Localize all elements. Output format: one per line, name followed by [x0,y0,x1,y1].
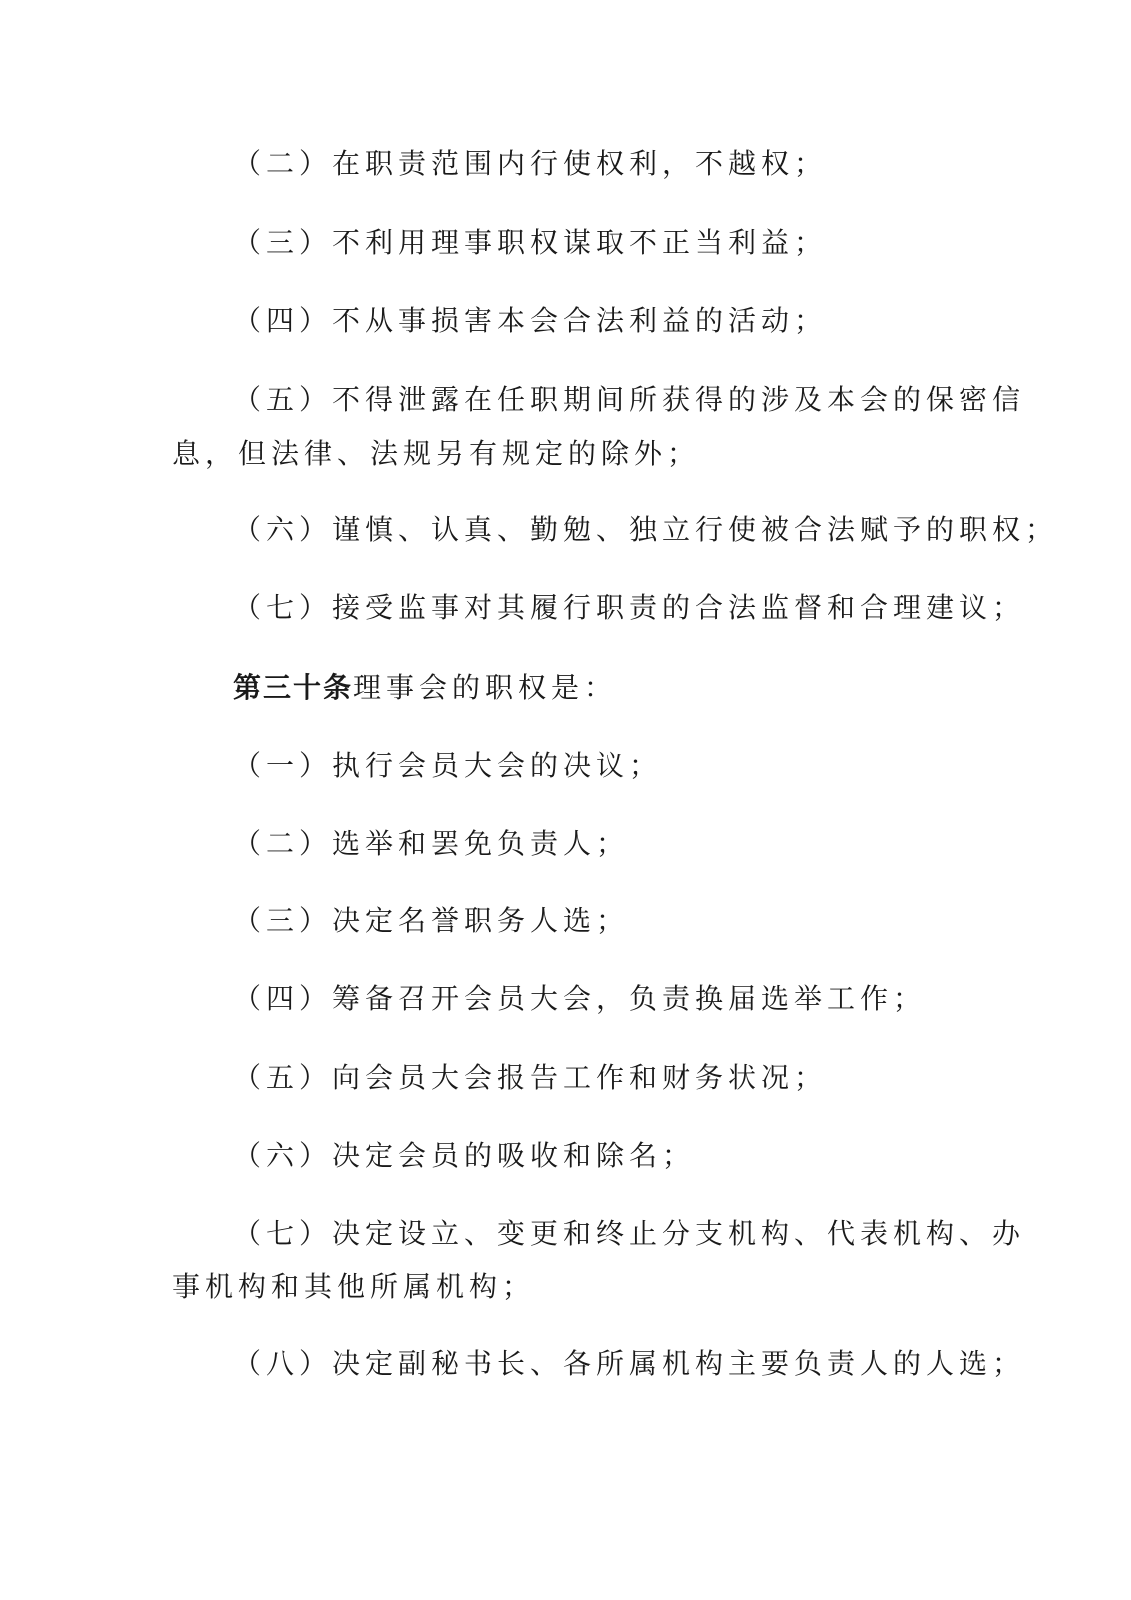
paragraph-duty-3: （三）不利用理事职权谋取不正当利益； [233,226,828,259]
article-text: 理事会的职权是： [353,671,618,704]
power-7-line1: （七）决定设立、变更和终止分支机构、代表机构、办 [233,1217,1026,1250]
paragraph-duty-7: （七）接受监事对其履行职责的合法监督和合理建议； [233,591,1026,624]
paragraph-duty-5-line2: 息，但法律、法规另有规定的除外； [172,437,701,470]
power-1: （一）执行会员大会的决议； [233,749,663,782]
power-8: （八）决定副秘书长、各所属机构主要负责人的人选； [233,1347,1026,1380]
paragraph-duty-5-line1: （五）不得泄露在任职期间所获得的涉及本会的保密信 [233,383,1026,416]
paragraph-duty-2: （二）在职责范围内行使权利，不越权； [233,147,828,180]
power-7-line2: 事机构和其他所属机构； [172,1270,536,1303]
paragraph-duty-4: （四）不从事损害本会合法利益的活动； [233,304,828,337]
power-4: （四）筹备召开会员大会，负责换届选举工作； [233,982,927,1015]
power-5: （五）向会员大会报告工作和财务状况； [233,1061,828,1094]
paragraph-duty-6: （六）谨慎、认真、勤勉、独立行使被合法赋予的职权； [233,513,1059,546]
article-number: 第三十条 [233,671,354,704]
article-30 [233,671,618,704]
power-3: （三）决定名誉职务人选； [233,904,630,937]
power-6: （六）决定会员的吸收和除名； [233,1139,696,1172]
power-2: （二）选举和罢免负责人； [233,827,630,860]
